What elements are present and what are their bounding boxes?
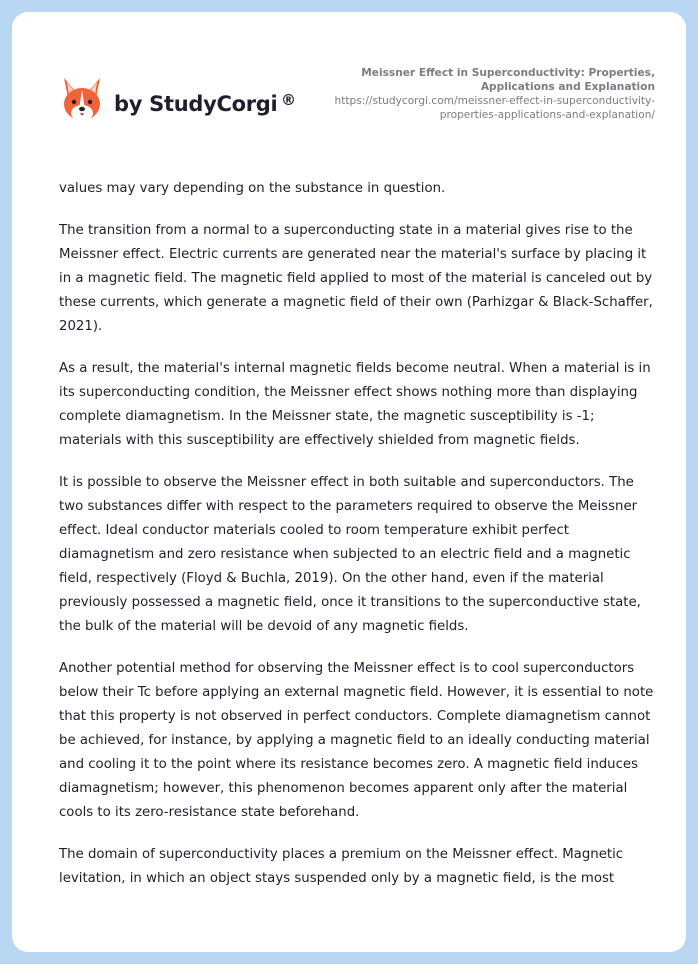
paragraph: It is possible to observe the Meissner effect in both suitable and superconductors. The two substances differ with respect to the parameters required to observe the Meissner effect. Ideal conductor materials cooled to room temperature exhibit perfect diamagnetism and zero resistance when subjected to an electric field and a magnetic field, respectively (Floyd & Buchla, 2019). On the other hand, even if the material previously possessed a magnetic field, once it transitions to the superconductive state, the bulk of the material will be devoid of any magnetic fields. xyxy=(59,475,641,634)
paragraph: As a result, the material's internal magnetic fields become neutral. When a material is in its superconducting condition, the Meissner effect shows nothing more than displaying complete diamagnetism. In the Meissner state, the magnetic susceptibility is -1; materials with this susceptibility are effectively shielded from magnetic fields. xyxy=(59,361,651,448)
paragraph: values may vary depending on the substance in question. xyxy=(59,181,446,196)
paragraph: The domain of superconductivity places a premium on the Meissner effect. Magnetic levitation, in which an object stays suspended only by a magnetic field, is the most xyxy=(59,847,624,886)
document-title: Meissner Effect in Superconductivity: Properties, Applications and Explanation xyxy=(361,67,655,93)
document-page xyxy=(12,12,686,952)
registered-mark: ® xyxy=(281,91,296,109)
paragraph: Another potential method for observing the Meissner effect is to cool superconductors below their Tc before applying an external magnetic field. However, it is essential to note that this property is not observed in perfect conductors. Complete diamagnetism cannot be achieved, for instance, by applying a magnetic field to an ideally conducting material and cooling it to the point where its resistance becomes zero. A magnetic field induces diamagnetism; however, this phenomenon becomes apparent only after the material cools to its zero-resistance state beforehand. xyxy=(59,661,654,820)
essay-body xyxy=(59,177,657,909)
page-header xyxy=(12,12,686,152)
brand-name[interactable]: by StudyCorgi xyxy=(114,92,278,116)
corgi-head-icon xyxy=(60,76,104,124)
document-url[interactable]: https://studycorgi.com/meissner-effect-in-superconductivity-properties-applications-and-explanation/ xyxy=(334,95,655,121)
paragraph: The transition from a normal to a superconducting state in a material gives rise to the Meissner effect. Electric currents are generated near the material's surface by placing it in a magnetic field. The magnetic field applied to most of the material is canceled out by these currents, which generate a magnetic field of their own (Parhizgar & Black-Schaffer, 2021). xyxy=(59,223,653,334)
document-meta xyxy=(315,66,655,122)
